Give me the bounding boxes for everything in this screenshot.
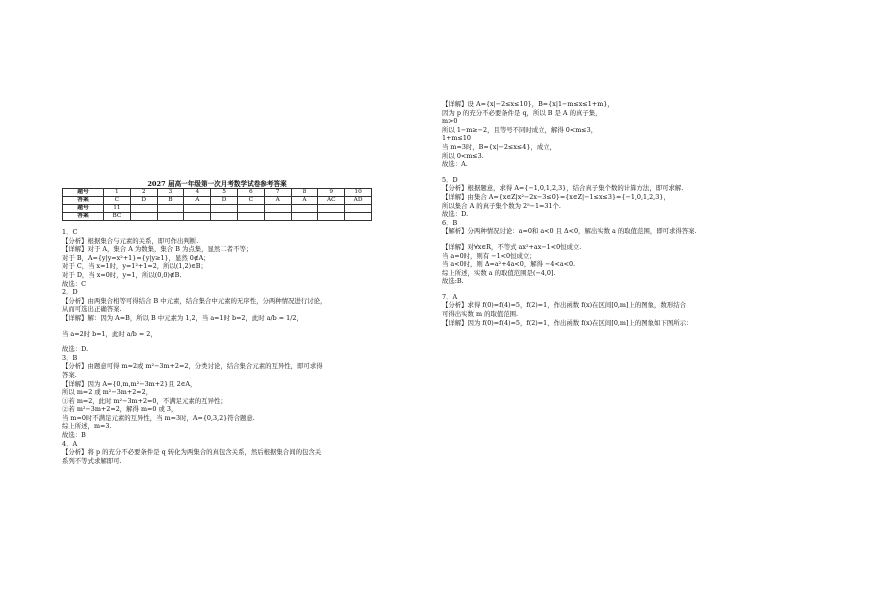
text-line: 【详解】对∀x∈R，不等式 ax²+ax−1<0恒成立.: [442, 242, 582, 251]
table-cell: 4: [184, 189, 211, 197]
table-cell: A: [184, 197, 211, 205]
table-cell: [237, 213, 264, 221]
table-cell: C: [237, 197, 264, 205]
text-line: 故选：C: [62, 279, 87, 288]
table-row: [63, 213, 372, 221]
table-cell: B: [157, 197, 184, 205]
text-line: 【详解】因为 f(0)=f(4)=5，f(2)=1，作出函数 f(x)在区间[0,m]上的图象如下图所示：: [442, 318, 693, 327]
table-row: [63, 189, 372, 197]
table-row: [63, 205, 372, 213]
text-line: 综上所述，实数 a 的取值范围是(−4,0].: [442, 268, 556, 277]
table-cell: [318, 213, 345, 221]
text-line: 当 a<0时，则 Δ=a²+4a<0，解得 −4<a<0.: [442, 260, 576, 269]
table-cell: D: [130, 197, 157, 205]
text-line: 答案.: [62, 370, 77, 379]
text-line: 所以集合 A 的真子集个数为 2⁵−1=31个.: [442, 201, 561, 210]
text-line: 2．D: [62, 288, 78, 297]
table-cell: [237, 205, 264, 213]
table-cell: [211, 205, 238, 213]
table-cell: 6: [237, 189, 264, 197]
text-line: 【详解】对于 A，集合 A 为数集，集合 B 为点集，显然二者不等；: [62, 245, 253, 254]
text-line: 【详解】由集合 A={x∈Z|x²−2x−3≤0}={x∈Z|−1≤x≤3}={−1,0,1,2,3}，: [442, 192, 670, 201]
text-line: 【分析】根据题意，求得 A={−1,0,1,2,3}，结合真子集个数的计算方法，即可求解.: [442, 184, 684, 193]
text-line: [62, 338, 392, 345]
text-line: 【分析】将 p 的充分不必要条件是 q 转化为两集合的真包含关系，然后根据集合间的包含关: [62, 448, 322, 457]
text-line: 【分析】求得 f(0)=f(4)=5，f(2)=1，作出函数 f(x)在区间[0,m]上的图象，数形结合: [442, 301, 686, 310]
table-cell: 答案: [63, 213, 104, 221]
text-line: 当 a=0时，则有 −1<0恒成立；: [442, 251, 536, 260]
table-cell: [318, 205, 345, 213]
text-line: 【分析】由题意可得 m=2或 m²−3m+2=2，分类讨论，结合集合元素的互异性，即可求得: [62, 362, 323, 371]
table-cell: 题号: [63, 189, 104, 197]
text-line: [442, 236, 772, 243]
text-line: [62, 323, 392, 330]
text-line: 所以 1−m≥−2，且等号不同时成立，解得 0<m≤3，: [442, 125, 598, 134]
text-line: 对于 D，当 x=0时，y=1，所以(0,0)∉B.: [62, 270, 182, 279]
text-line: 1．C: [62, 228, 78, 236]
document-title: 2027 届高一年级第一次月考数学试卷参考答案: [147, 180, 287, 188]
table-row: [63, 197, 372, 205]
text-line: 7．A: [442, 292, 458, 301]
table-cell: BC: [104, 213, 131, 221]
table-cell: A: [264, 197, 291, 205]
text-line: 从而可选出正确答案.: [62, 305, 122, 314]
text-line: 对于 C，当 x=1时，y=1²+1=2，所以(1,2)∈B；: [62, 262, 207, 271]
table-cell: 2: [130, 189, 157, 197]
table-cell: 10: [345, 189, 372, 197]
text-line: 【详解】设 A={x|−2≤x≤10}，B={x|1−m≤x≤1+m}，: [442, 100, 614, 108]
text-line: ①若 m=2，此时 m²−3m+2=0，不满足元素的互异性；: [62, 396, 227, 405]
table-cell: [130, 213, 157, 221]
text-line: 3．B: [62, 353, 78, 362]
table-cell: A: [291, 197, 318, 205]
table-cell: [157, 205, 184, 213]
text-line: 4．A: [62, 439, 78, 448]
text-line: 【解析】分两种情况讨论：a=0和 a<0 且 Δ<0，解出实数 a 的取值范围，即可求得答案.: [442, 227, 697, 236]
text-line: 当 m=3时，B={x|−2≤x≤4}，成立，: [442, 142, 556, 151]
text-line: 当 a=2时 b=1，此时 a/b = 2，: [62, 329, 157, 338]
table-cell: AC: [318, 197, 345, 205]
text-line: 故选：B: [62, 431, 86, 440]
text-line: 所以 m=2 或 m²−3m+2=2，: [62, 388, 153, 397]
table-cell: 11: [104, 205, 131, 213]
right-column-text: [442, 100, 772, 327]
text-line: 当 m=0时不满足元素的互异性，当 m=3时，A={0,3,2}符合题意.: [62, 413, 255, 422]
text-line: 因为 p 的充分不必要条件是 q，所以 B 是 A 的真子集，: [442, 108, 602, 117]
text-line: 故选：A.: [442, 160, 468, 169]
answer-table: [62, 188, 372, 221]
text-line: 1+m≤10: [442, 134, 471, 143]
table-cell: 8: [291, 189, 318, 197]
table-cell: [264, 213, 291, 221]
table-cell: AD: [345, 197, 372, 205]
text-line: 系列不等式求解即可.: [62, 456, 122, 465]
text-line: 【分析】由两集合相等可得结合 B 中元素，结合集合中元素的无序性，分两种情况进行讨论，: [62, 296, 327, 305]
table-cell: 答案: [63, 197, 104, 205]
table-cell: 1: [104, 189, 131, 197]
text-line: [442, 169, 772, 176]
table-cell: 3: [157, 189, 184, 197]
text-line: 故选：D.: [62, 345, 89, 354]
text-line: 【分析】根据集合与元素的关系，即可作出判断.: [62, 236, 199, 245]
left-column-text: [62, 228, 392, 465]
table-cell: [157, 213, 184, 221]
table-cell: [345, 213, 372, 221]
table-cell: [291, 213, 318, 221]
text-line: 5．D: [442, 175, 458, 184]
text-line: [442, 286, 772, 293]
text-line: 故选:B.: [442, 277, 464, 286]
table-cell: [130, 205, 157, 213]
text-line: 可得出实数 m 的取值范围.: [442, 310, 519, 319]
table-cell: [291, 205, 318, 213]
table-cell: [345, 205, 372, 213]
text-line: 【详解】解：因为 A=B，所以 B 中元素为 1,2，当 a=1时 b=2，此时 a/b = 1/2，: [62, 313, 303, 322]
table-cell: 9: [318, 189, 345, 197]
table-cell: D: [211, 197, 238, 205]
table-cell: [184, 205, 211, 213]
text-line: 所以 0<m≤3.: [442, 151, 484, 160]
table-cell: 7: [264, 189, 291, 197]
text-line: ②若 m²−3m+2=2，解得 m=0 或 3，: [62, 405, 178, 414]
text-line: 对于 B，A={y|y=x²+1}={y|y≥1}，显然 0∉A；: [62, 253, 210, 262]
text-line: 6．B: [442, 218, 458, 227]
table-cell: 5: [211, 189, 238, 197]
text-line: m>0: [442, 117, 458, 126]
table-cell: [264, 205, 291, 213]
table-cell: 题号: [63, 205, 104, 213]
table-cell: [184, 213, 211, 221]
text-line: 综上所述，m=3.: [62, 422, 112, 431]
table-cell: C: [104, 197, 131, 205]
table-cell: [211, 213, 238, 221]
text-line: 故选：D.: [442, 210, 469, 219]
text-line: 【详解】因为 A={0,m,m²−3m+2}且 2∈A，: [62, 379, 197, 388]
